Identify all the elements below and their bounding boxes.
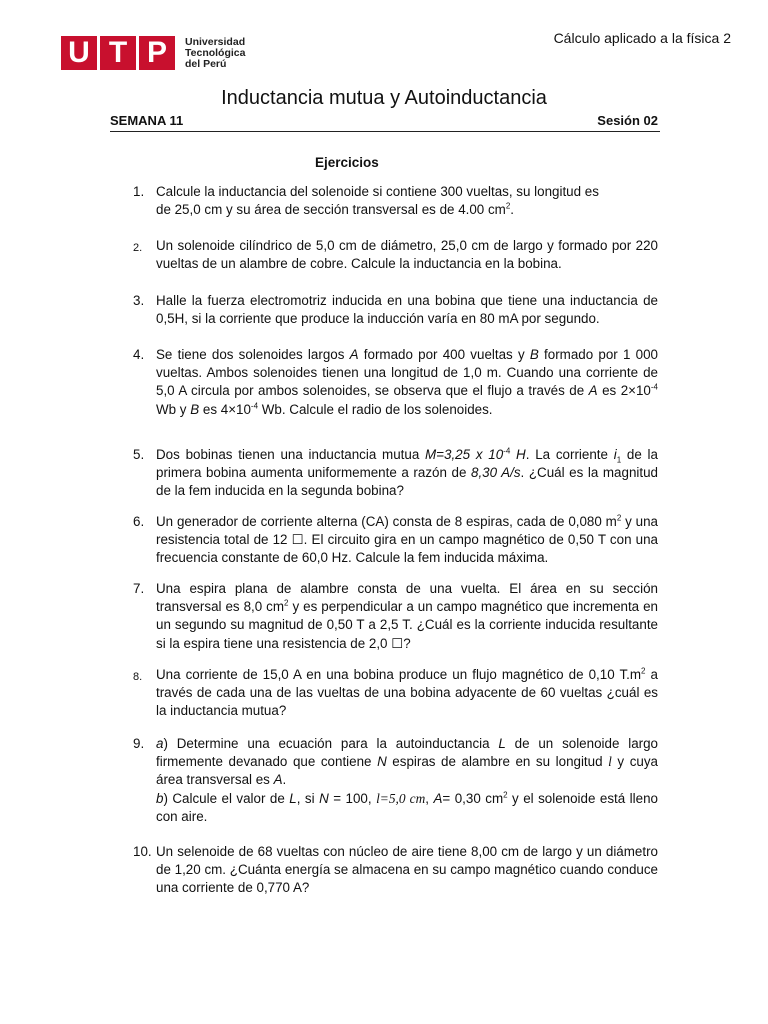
exercise-text: y el solenoide está lleno con aire.	[156, 790, 658, 824]
ohm-symbol-placeholder: ☐	[391, 635, 404, 651]
exercise-text: es 2×10	[597, 383, 651, 399]
part-letter: b	[156, 790, 164, 806]
variable: 8,30 A/s	[471, 465, 521, 481]
exercise-text: de la primera bobina aumenta uniformemente a razón de	[156, 447, 658, 481]
exercise-text: espiras de alambre en su longitud	[386, 754, 609, 770]
logo-line: del Perú	[185, 57, 227, 70]
variable: L	[289, 790, 297, 806]
exercise-text: . El circuito gira en un campo magnético de 0,50 T con una frecuencia constante de 60,0 Hz. Calcule la fem inducida máxima.	[156, 532, 658, 566]
exercise-text: formado por 400 vueltas y	[358, 347, 530, 362]
exercise-number: 7.	[133, 581, 145, 596]
exercise-4	[133, 346, 658, 419]
exercise-text: . La corriente	[525, 447, 614, 462]
logo-letter-p: P	[139, 36, 175, 70]
exercise-text: y una resistencia total de 12	[156, 514, 658, 548]
exercise-text: y cuya área transversal es	[156, 754, 658, 788]
variable: l	[608, 754, 612, 770]
exercise-text: de un solenoide largo firmemente devanado que contiene	[156, 736, 658, 770]
exponent: -4	[250, 401, 259, 411]
logo-university-name	[185, 37, 245, 70]
logo-line: Universidad	[185, 35, 246, 48]
exercise-text: ,	[425, 790, 434, 806]
exercise-text: = 100,	[328, 790, 377, 806]
exercise-text: Dos bobinas tienen una inductancia mutua	[156, 447, 426, 462]
variable: A	[588, 383, 598, 399]
exercise-text: Wb. Calcule el radio de los solenoides.	[258, 401, 493, 417]
logo-letter-t: T	[100, 36, 136, 70]
exercise-6	[133, 513, 658, 568]
exercise-5	[133, 446, 658, 501]
exercise-text: Wb y	[156, 401, 191, 417]
exercise-number: 2.	[133, 242, 143, 254]
variable: H	[510, 447, 526, 462]
exercise-text: Se tiene dos solenoides largos	[156, 347, 350, 362]
variable: N	[319, 790, 329, 806]
exercise-text: , si	[296, 790, 320, 806]
exercise-part-a	[156, 735, 658, 790]
exponent: 2	[616, 513, 622, 523]
exercise-number: 5.	[133, 447, 145, 462]
logo-letter-u: U	[61, 36, 97, 70]
variable: L	[498, 736, 506, 751]
exercise-text: Halle la fuerza electromotriz inducida en una bobina que tiene una inductancia de 0,5H, si la corriente que produce la inducción varía en 80 mA por segundo.	[156, 293, 658, 327]
exercise-text: .	[510, 202, 515, 218]
exercise-part-b	[156, 790, 658, 826]
exercise-3	[133, 292, 658, 328]
course-name: Cálculo aplicado a la física 2	[553, 30, 731, 46]
exercise-text: .	[282, 772, 287, 788]
exercise-text: formado por 1 000 vueltas. Ambos solenoides tienen una longitud de 1,0 m. Cuando una corriente de 5,0 A circula por ambos solenoides, se observa que el flujo a través de	[156, 347, 659, 399]
exercise-9	[133, 735, 658, 826]
exercise-number: 8.	[133, 671, 143, 683]
exercise-text: Un generador de corriente alterna (CA) consta de 8 espiras, cada de 0,080 m	[156, 514, 617, 529]
exponent: 2	[284, 598, 289, 608]
exercise-text: = 0,30 cm	[442, 790, 504, 806]
page-title: Inductancia mutua y Autoinductancia	[221, 87, 547, 109]
exercise-text: Una corriente de 15,0 A en una bobina produce un flujo magnético de 0,10 T.m	[156, 667, 642, 682]
exercise-1	[133, 183, 658, 219]
exercise-number: 3.	[133, 293, 145, 308]
exercise-text: ?	[403, 635, 411, 651]
exercise-text: es 4×10	[199, 401, 251, 417]
exercise-number: 9.	[133, 736, 145, 751]
exponent: 2	[641, 666, 646, 676]
exercise-number: 1.	[133, 184, 145, 199]
exercise-text: Una espira plana de alambre consta de una vuelta. El área en su sección transversal es 8,0 cm	[156, 581, 658, 615]
exercise-number: 10.	[133, 844, 152, 859]
exercise-text: ) Calcule el valor de	[163, 790, 290, 806]
logo-line: Tecnológica	[185, 46, 246, 59]
exercise-8	[133, 666, 658, 721]
variable: B	[190, 401, 200, 417]
week-label: SEMANA 11	[110, 113, 184, 128]
ohm-symbol-placeholder: ☐	[291, 532, 304, 548]
exercise-text: . ¿Cuál es la magnitud de la fem inducida en la segunda bobina?	[156, 465, 658, 499]
exercise-text: de 25,0 cm y su área de sección transversal es de 4.00 cm	[156, 202, 506, 218]
variable: B	[529, 347, 539, 362]
variable: A	[273, 772, 283, 788]
exercise-7	[133, 580, 658, 653]
variable: A	[349, 347, 359, 362]
session-label: Sesión 02	[597, 113, 658, 128]
utp-logo	[61, 36, 245, 70]
variable: A	[433, 790, 443, 806]
variable: N	[377, 754, 387, 770]
section-heading: Ejercicios	[315, 155, 379, 170]
exercise-2	[133, 237, 658, 273]
exercise-text: Un solenoide cilíndrico de 5,0 cm de diámetro, 25,0 cm de largo y formado por 220 vueltas de un alambre de cobre. Calcule la inductancia en la bobina.	[156, 238, 658, 272]
variable: i	[613, 447, 617, 462]
exercise-text: Un selenoide de 68 vueltas con núcleo de aire tiene 8,00 cm de largo y un diámetro de 1,20 cm. ¿Cuánta energía se almacena en su campo magnético cuando conduce una corriente de 0,770 A?	[156, 844, 658, 896]
variable: M=3,25 x 10	[425, 447, 504, 462]
exercise-text: a través de cada una de las vueltas de una bobina adyacente de 60 vueltas ¿cuál es la inductancia mutua?	[156, 667, 658, 719]
exercise-text: Calcule la inductancia del solenoide si contiene 300 vueltas, su longitud es	[156, 184, 599, 199]
exponent: 2	[503, 790, 508, 800]
exercise-number: 6.	[133, 514, 145, 529]
exercise-number: 4.	[133, 347, 145, 362]
variable: l=5,0 cm	[376, 790, 426, 806]
exponent: -4	[650, 382, 658, 392]
exercise-text: ) Determine una ecuación para la autoinductancia	[163, 736, 499, 751]
exercise-10	[133, 843, 658, 898]
exponent: 2	[505, 201, 511, 211]
subscript: 1	[616, 455, 622, 465]
exercise-text: y es perpendicular a un campo magnético que incrementa en un segundo su magnitud de 0,50 T a 2,5 T. ¿Cuál es la corriente inducida resultante si la espira tiene una resistencia de 2,0	[156, 599, 658, 651]
exponent: -4	[503, 446, 511, 456]
header-divider	[110, 131, 660, 132]
part-letter: a	[156, 736, 164, 751]
